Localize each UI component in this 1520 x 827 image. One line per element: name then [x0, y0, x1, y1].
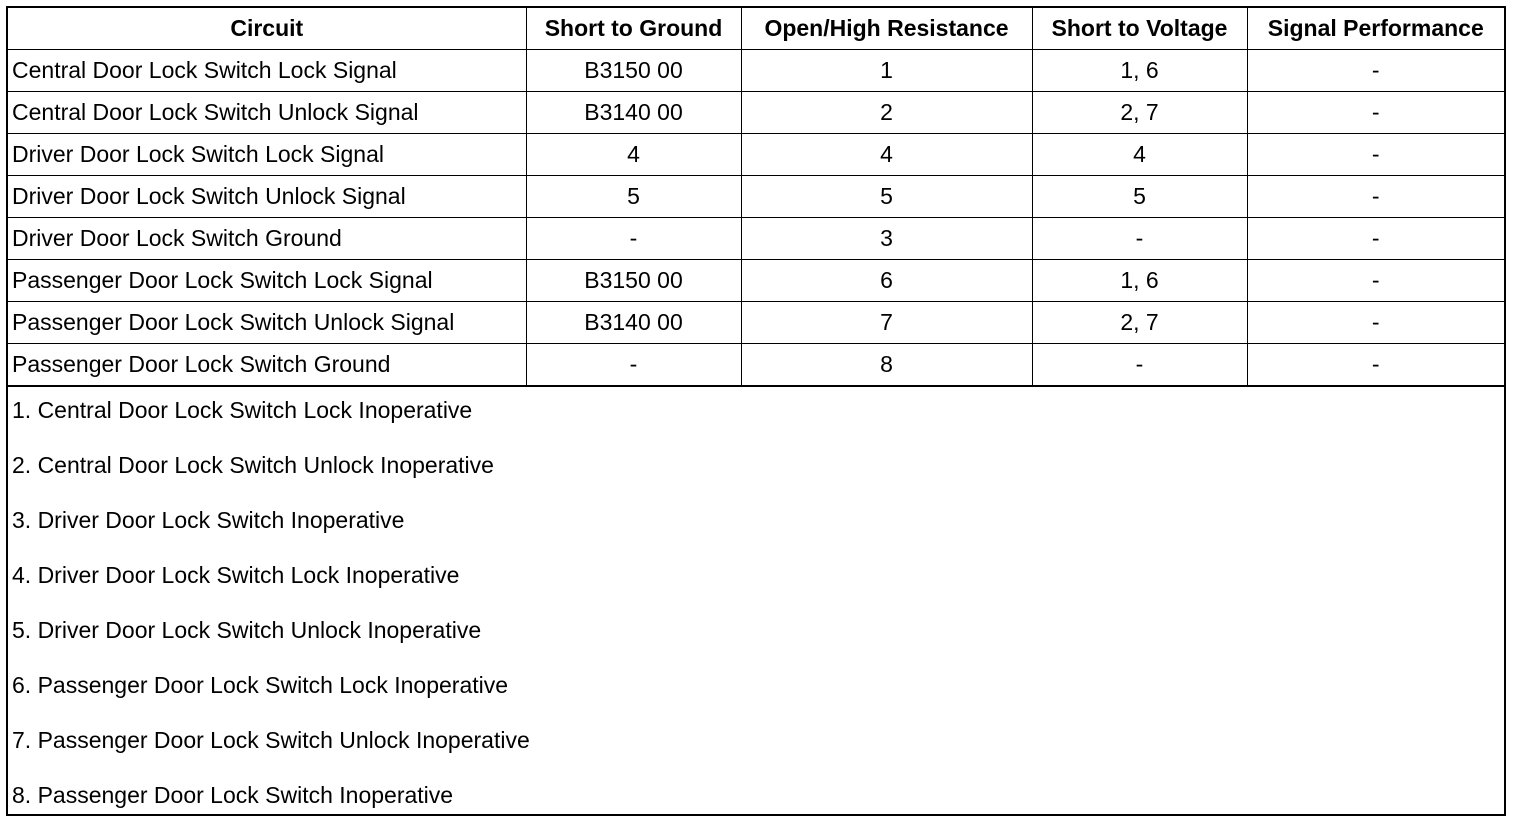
- short-to-ground-cell: B3140 00: [526, 302, 741, 344]
- note-item: 3. Driver Door Lock Switch Inoperative: [12, 507, 405, 533]
- note-item: 7. Passenger Door Lock Switch Unlock Inoperative: [12, 727, 530, 753]
- open-high-resistance-cell: 3: [741, 218, 1032, 260]
- open-high-resistance-cell: 7: [741, 302, 1032, 344]
- circuit-diagnostic-sheet: [6, 6, 1506, 816]
- circuit-name-cell: Passenger Door Lock Switch Lock Signal: [8, 260, 526, 302]
- short-to-ground-cell: B3150 00: [526, 260, 741, 302]
- circuit-name-cell: Driver Door Lock Switch Unlock Signal: [8, 176, 526, 218]
- short-to-voltage-cell: -: [1032, 218, 1247, 260]
- signal-performance-cell: -: [1247, 260, 1504, 302]
- note-item: 4. Driver Door Lock Switch Lock Inoperative: [12, 562, 460, 588]
- open-high-resistance-cell: 1: [741, 50, 1032, 92]
- circuit-name-cell: Driver Door Lock Switch Ground: [8, 218, 526, 260]
- short-to-voltage-cell: 5: [1032, 176, 1247, 218]
- signal-performance-cell: -: [1247, 92, 1504, 134]
- short-to-voltage-cell: 4: [1032, 134, 1247, 176]
- short-to-voltage-cell: -: [1032, 344, 1247, 386]
- circuit-name-cell: Passenger Door Lock Switch Ground: [8, 344, 526, 386]
- table-row: [8, 302, 1504, 344]
- signal-performance-cell: -: [1247, 344, 1504, 386]
- circuit-name-cell: Central Door Lock Switch Unlock Signal: [8, 92, 526, 134]
- table-row: [8, 134, 1504, 176]
- header-short-to-ground: Short to Ground: [526, 8, 741, 50]
- table-row: [8, 218, 1504, 260]
- signal-performance-cell: -: [1247, 218, 1504, 260]
- note-item: 8. Passenger Door Lock Switch Inoperative: [12, 782, 454, 808]
- short-to-ground-cell: -: [526, 344, 741, 386]
- open-high-resistance-cell: 4: [741, 134, 1032, 176]
- short-to-voltage-cell: 2, 7: [1032, 92, 1247, 134]
- short-to-ground-cell: -: [526, 218, 741, 260]
- header-short-to-voltage: Short to Voltage: [1032, 8, 1247, 50]
- note-item: 2. Central Door Lock Switch Unlock Inoperative: [12, 452, 494, 478]
- short-to-ground-cell: 5: [526, 176, 741, 218]
- circuit-name-cell: Driver Door Lock Switch Lock Signal: [8, 134, 526, 176]
- note-item: 5. Driver Door Lock Switch Unlock Inoperative: [12, 617, 482, 643]
- table-header: [8, 8, 1504, 50]
- open-high-resistance-cell: 5: [741, 176, 1032, 218]
- circuit-table: [8, 8, 1504, 386]
- header-circuit: Circuit: [8, 8, 526, 50]
- signal-performance-cell: -: [1247, 134, 1504, 176]
- signal-performance-cell: -: [1247, 50, 1504, 92]
- table-row: [8, 344, 1504, 386]
- short-to-voltage-cell: 2, 7: [1032, 302, 1247, 344]
- signal-performance-cell: -: [1247, 176, 1504, 218]
- header-open-high-resistance: Open/High Resistance: [741, 8, 1032, 50]
- table-row: [8, 176, 1504, 218]
- short-to-voltage-cell: 1, 6: [1032, 260, 1247, 302]
- open-high-resistance-cell: 2: [741, 92, 1032, 134]
- header-signal-performance: Signal Performance: [1247, 8, 1504, 50]
- notes-section: [8, 386, 1504, 827]
- open-high-resistance-cell: 6: [741, 260, 1032, 302]
- header-row: [8, 8, 1504, 50]
- note-item: 1. Central Door Lock Switch Lock Inoperative: [12, 397, 473, 423]
- short-to-voltage-cell: 1, 6: [1032, 50, 1247, 92]
- table-row: [8, 260, 1504, 302]
- circuit-name-cell: Passenger Door Lock Switch Unlock Signal: [8, 302, 526, 344]
- signal-performance-cell: -: [1247, 302, 1504, 344]
- table-row: [8, 50, 1504, 92]
- table-row: [8, 92, 1504, 134]
- table-body: [8, 50, 1504, 386]
- open-high-resistance-cell: 8: [741, 344, 1032, 386]
- note-item: 6. Passenger Door Lock Switch Lock Inoperative: [12, 672, 509, 698]
- short-to-ground-cell: 4: [526, 134, 741, 176]
- short-to-ground-cell: B3150 00: [526, 50, 741, 92]
- short-to-ground-cell: B3140 00: [526, 92, 741, 134]
- circuit-name-cell: Central Door Lock Switch Lock Signal: [8, 50, 526, 92]
